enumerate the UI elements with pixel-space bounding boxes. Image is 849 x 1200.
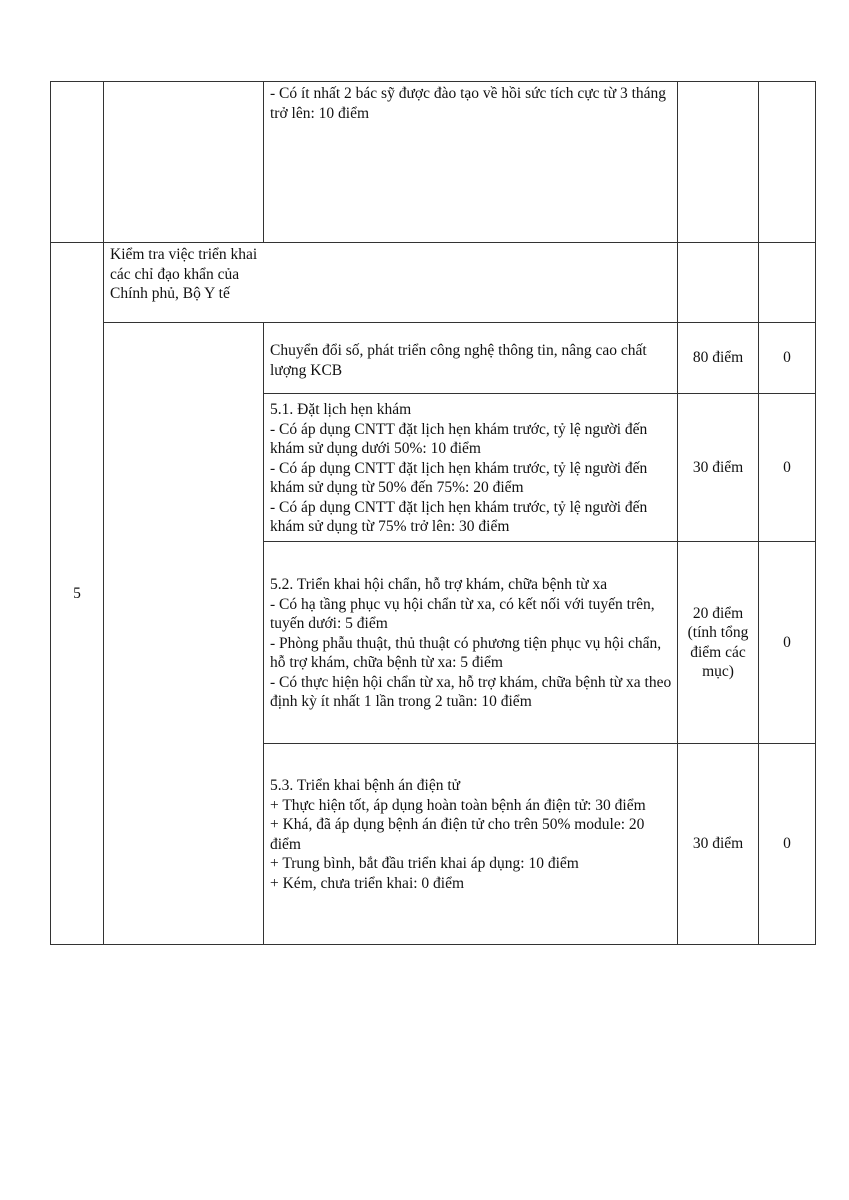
score-value: 0: [783, 458, 791, 476]
criteria-content: Chuyển đổi số, phát triển công nghệ thông tin, nâng cao chất lượng KCB: [270, 342, 647, 379]
score-value: 0: [783, 835, 791, 853]
row-divider: [50, 242, 816, 243]
max-score: 30 điểm: [692, 835, 744, 853]
column-divider: [263, 81, 264, 243]
table-border-right: [815, 81, 816, 945]
criteria-content: - Có ít nhất 2 bác sỹ được đào tạo về hồi sức tích cực từ 3 tháng trở lên: 10 điểm: [270, 85, 667, 122]
score-value: 0: [783, 633, 791, 651]
criteria-content: 5.3. Triển khai bệnh án điện tử + Thực hiện tốt, áp dụng hoàn toàn bệnh án điện tử: 30 điểm + Khá, đã áp dụng bệnh án điện tử cho trên 50% module: 20 điểm + Trung bình, bắt đầu triển khai áp dụng: 10 điểm + Kém, chưa triển khai: 0 điểm: [270, 777, 646, 892]
criteria-content: 5.1. Đặt lịch hẹn khám - Có áp dụng CNTT đặt lịch hẹn khám trước, tỷ lệ người đến khám sử dụng dưới 50%: 10 điểm - Có áp dụng CNTT đặt lịch hẹn khám trước, tỷ lệ người đến khám sử dụng từ 50% đến 75%: 20 điểm - Có áp dụng CNTT đặt lịch hẹn khám trước, tỷ lệ người đến khám sử dụng từ 75% trở lên: 30 điểm: [270, 401, 648, 535]
criteria-content: 5.2. Triển khai hội chẩn, hỗ trợ khám, chữa bệnh từ xa - Có hạ tầng phục vụ hội chẩn từ xa, có kết nối với tuyến trên, tuyến dưới: 5 điểm - Phòng phẫu thuật, thủ thuật có phương tiện phục vụ hội chẩn, hỗ trợ khám, chữa bệnh từ xa: 5 điểm - Có thực hiện hội chẩn từ xa, hỗ trợ khám, chữa bệnh từ xa theo định kỳ ít nhất 1 lần trong 2 tuần: 10 điểm: [270, 576, 672, 710]
max-score: 30 điểm: [692, 458, 744, 476]
max-score: 20 điểm (tính tổng điểm các mục): [687, 604, 749, 680]
table-border-bottom: [50, 944, 816, 945]
score-value: 0: [783, 349, 791, 367]
max-score: 80 điểm: [692, 349, 744, 367]
row-number: 5: [73, 584, 81, 602]
row-title: Kiểm tra việc triển khai các chỉ đạo khẩn của Chính phủ, Bộ Y tế: [110, 246, 258, 302]
column-divider: [103, 81, 104, 945]
column-divider: [263, 322, 264, 945]
table-border-top: [50, 81, 816, 82]
